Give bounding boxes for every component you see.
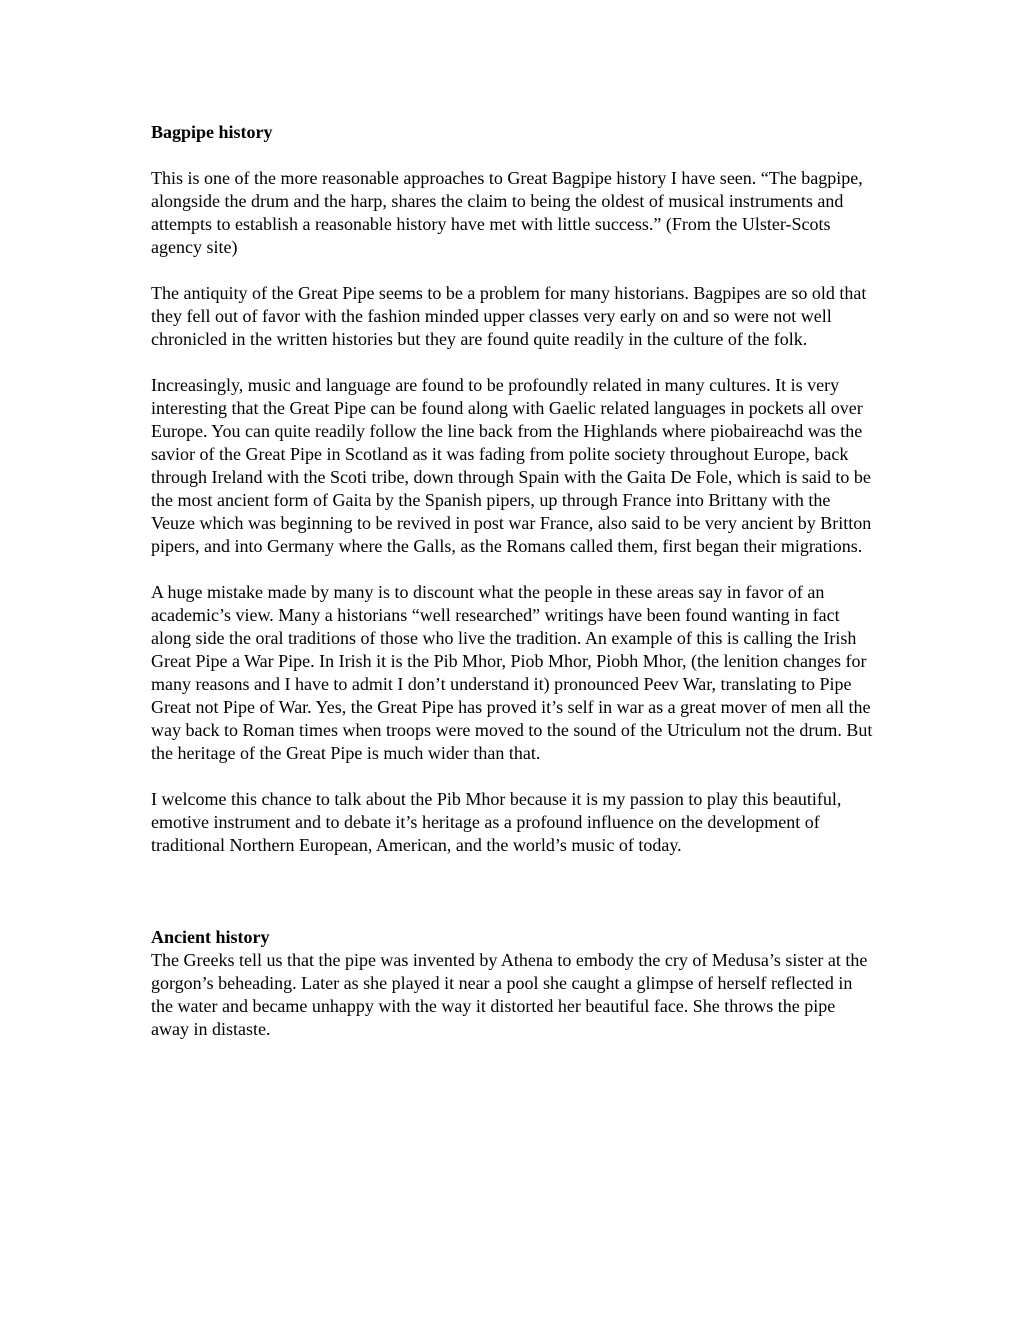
paragraph-antiquity: The antiquity of the Great Pipe seems to be a problem for many historians. Bagpipes are so old that they fell out of favor with the fashion minded upper classes very early on and so were not well chronicled in the written histories but they are found quite readily in the culture of the folk. [151,283,867,349]
paragraph-spacer [151,259,873,282]
section-heading-bagpipe-history: Bagpipe history [151,122,273,142]
section-heading-ancient-history: Ancient history [151,927,270,947]
paragraph-music-language: Increasingly, music and language are found to be profoundly related in many cultures. It is very interesting that the Great Pipe can be found along with Gaelic related languages in pockets all over Europe. You can quite readily follow the line back from the Highlands where piobaireachd was the savior of the Great Pipe in Scotland as it was fading from polite society throughout Europe, back through Ireland with the Scoti tribe, down through Spain with the Gaita De Fole, which is said to be the most ancient form of Gaita by the Spanish pipers, up through France into Brittany with the Veuze which was beginning to be revived in post war France, also said to be very ancient by Britton pipers, and into Germany where the Galls, as the Romans called them, first began their migrations. [151,375,872,556]
section-spacer [151,857,873,926]
paragraph-spacer [151,144,873,167]
document-page [151,121,873,1041]
paragraph-intro: This is one of the more reasonable approaches to Great Bagpipe history I have seen. “The bagpipe, alongside the drum and the harp, shares the claim to being the oldest of musical instruments and attempts to establish a reasonable history have met with little success.” (From the Ulster-Scots agency site) [151,168,863,257]
paragraph-spacer [151,765,873,788]
paragraph-spacer [151,351,873,374]
paragraph-academic-view: A huge mistake made by many is to discount what the people in these areas say in favor of an academic’s view. Many a historians “well researched” writings have been found wanting in fact along side the oral traditions of those who live the tradition. An example of this is calling the Irish Great Pipe a War Pipe. In Irish it is the Pib Mhor, Piob Mhor, Piobh Mhor, (the lenition changes for many reasons and I have to admit I don’t understand it) pronounced Peev War, translating to Pipe Great not Pipe of War. Yes, the Great Pipe has proved it’s self in war as a great mover of men all the way back to Roman times when troops were moved to the sound of the Utriculum not the drum. But the heritage of the Great Pipe is much wider than that. [151,582,873,763]
paragraph-greeks: The Greeks tell us that the pipe was invented by Athena to embody the cry of Medusa’s sister at the gorgon’s beheading. Later as she played it near a pool she caught a glimpse of herself reflected in the water and became unhappy with the way it distorted her beautiful face. She throws the pipe away in distaste. [151,950,868,1039]
paragraph-spacer [151,558,873,581]
paragraph-welcome: I welcome this chance to talk about the Pib Mhor because it is my passion to play this beautiful, emotive instrument and to debate it’s heritage as a profound influence on the development of traditional Northern European, American, and the world’s music of today. [151,789,842,855]
